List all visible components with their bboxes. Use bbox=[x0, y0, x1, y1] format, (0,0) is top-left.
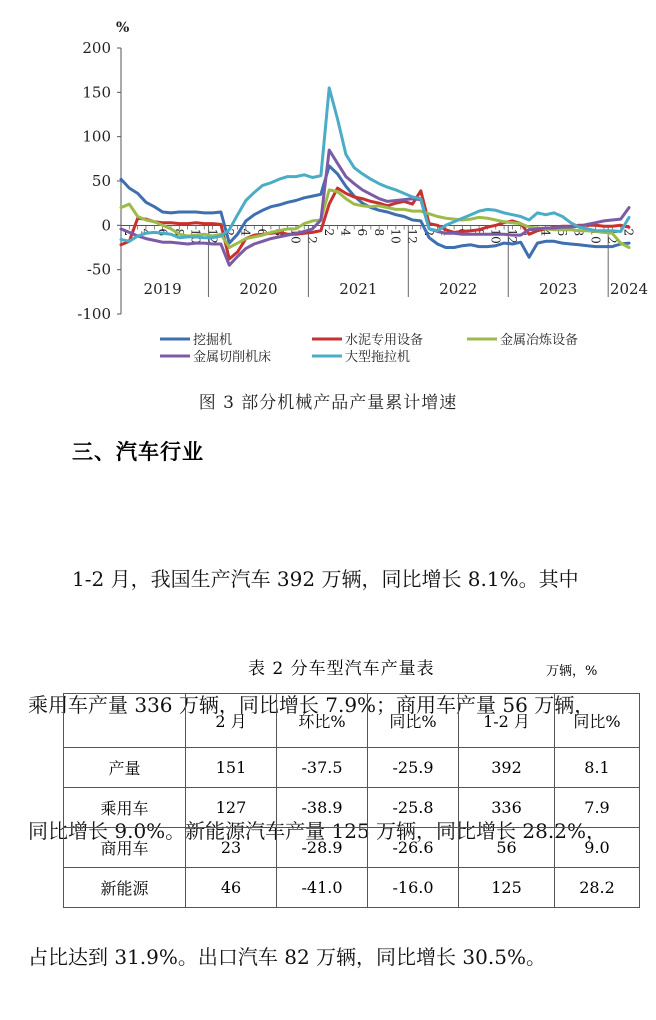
figure-caption: 图 3 部分机械产品产量累计增速 bbox=[198, 393, 458, 413]
x-tick-label: 8 bbox=[371, 228, 386, 237]
y-tick-label: -100 bbox=[77, 305, 111, 323]
table-cell: 9.0 bbox=[555, 828, 640, 868]
x-tick-label: 6 bbox=[155, 228, 170, 237]
paragraph-line: 乘用车产量 336 万辆，同比增长 7.9%；商用车产量 56 万辆， bbox=[28, 693, 595, 717]
x-tick-label: 10 bbox=[488, 228, 503, 244]
x-tick-label: 10 bbox=[388, 228, 403, 244]
year-label: 2020 bbox=[239, 280, 278, 298]
table-cell: -25.8 bbox=[368, 788, 459, 828]
table-header-row bbox=[64, 694, 640, 748]
table-cell: 336 bbox=[459, 788, 555, 828]
table-cell: 23 bbox=[186, 828, 277, 868]
table-row bbox=[64, 788, 640, 828]
table-header-cell: 同比% bbox=[368, 694, 459, 748]
table-row bbox=[64, 748, 640, 788]
x-tick-label: 2 bbox=[122, 228, 136, 237]
x-tick-label: 8 bbox=[471, 228, 486, 237]
table-cell: 产量 bbox=[64, 748, 186, 788]
paragraph-line: 同比增长 9.0%。新能源汽车产量 125 万辆，同比增长 28.2%， bbox=[28, 819, 606, 843]
year-label: 2024 bbox=[609, 280, 649, 298]
x-tick-label: 4 bbox=[538, 228, 553, 237]
x-tick-label: 12 bbox=[605, 228, 620, 244]
x-tick-label: 12 bbox=[305, 228, 320, 244]
table-cell: -41.0 bbox=[277, 868, 368, 908]
table-cell: -16.0 bbox=[368, 868, 459, 908]
x-tick-label: 2 bbox=[221, 228, 236, 237]
year-label: 2023 bbox=[539, 280, 578, 298]
legend-label: 金属冶炼设备 bbox=[500, 333, 579, 348]
table-header-cell: 同比% bbox=[555, 694, 640, 748]
x-tick-label: 12 bbox=[505, 228, 520, 244]
table-row bbox=[64, 828, 640, 868]
x-tick-label: 6 bbox=[255, 228, 270, 237]
table-unit: 万辆，% bbox=[546, 664, 598, 679]
y-tick-label: -50 bbox=[86, 260, 111, 279]
x-tick-label: 4 bbox=[238, 228, 253, 237]
x-tick-label: 10 bbox=[188, 228, 203, 244]
table-cell: -38.9 bbox=[277, 788, 368, 828]
table-cell: 8.1 bbox=[555, 748, 640, 788]
table-cell: 28.2 bbox=[555, 868, 640, 908]
production-table bbox=[63, 693, 640, 908]
legend-label: 挖掘机 bbox=[193, 333, 233, 348]
y-tick-label: 50 bbox=[91, 172, 111, 190]
legend-label: 大型拖拉机 bbox=[345, 350, 411, 365]
table-cell: -25.9 bbox=[368, 748, 459, 788]
y-tick-label: 150 bbox=[82, 83, 111, 102]
x-tick-label: 2 bbox=[321, 228, 336, 237]
x-tick-label: 4 bbox=[438, 228, 453, 237]
table-header-cell: 1-2 月 bbox=[459, 694, 555, 748]
table-cell: 乘用车 bbox=[64, 788, 186, 828]
table-cell: 新能源 bbox=[64, 868, 186, 908]
series-line bbox=[121, 88, 629, 241]
x-tick-label: 4 bbox=[138, 228, 153, 237]
x-tick-label: 10 bbox=[288, 228, 303, 244]
legend-label: 水泥专用设备 bbox=[345, 333, 424, 348]
table-row bbox=[64, 868, 640, 908]
table-cell: -28.9 bbox=[277, 828, 368, 868]
table-cell: -37.5 bbox=[277, 748, 368, 788]
x-tick-label: 6 bbox=[355, 228, 370, 237]
table-cell: 46 bbox=[186, 868, 277, 908]
table-header-cell bbox=[64, 694, 186, 748]
x-tick-label: 6 bbox=[555, 228, 570, 237]
table-cell: 125 bbox=[459, 868, 555, 908]
table-cell: 392 bbox=[459, 748, 555, 788]
table-cell: 7.9 bbox=[555, 788, 640, 828]
y-tick-label: 200 bbox=[82, 39, 111, 57]
x-tick-label: 2 bbox=[521, 228, 536, 237]
y-tick-label: 100 bbox=[82, 127, 111, 146]
x-tick-label: 12 bbox=[205, 228, 220, 244]
x-tick-label: 12 bbox=[405, 228, 420, 244]
x-tick-label: 10 bbox=[588, 228, 603, 244]
table-cell: 56 bbox=[459, 828, 555, 868]
table-header-cell: 2 月 bbox=[186, 694, 277, 748]
year-label: 2021 bbox=[339, 280, 378, 298]
year-label: 2022 bbox=[439, 280, 478, 298]
section-title: 三、汽车行业 bbox=[72, 440, 204, 464]
table-header-cell: 环比% bbox=[277, 694, 368, 748]
y-tick-label: 0 bbox=[101, 216, 111, 235]
table-cell: 151 bbox=[186, 748, 277, 788]
line-chart bbox=[0, 0, 656, 380]
paragraph-line: 1-2 月，我国生产汽车 392 万辆，同比增长 8.1%。其中 bbox=[72, 567, 579, 591]
table-cell: 127 bbox=[186, 788, 277, 828]
x-tick-label: 8 bbox=[571, 228, 586, 237]
x-tick-label: 2 bbox=[421, 228, 436, 237]
year-label: 2019 bbox=[143, 280, 182, 298]
x-tick-label: 8 bbox=[271, 228, 286, 237]
series-line bbox=[121, 188, 629, 259]
table-cell: -26.6 bbox=[368, 828, 459, 868]
legend-label: 金属切削机床 bbox=[193, 350, 272, 365]
table-title: 表 2 分车型汽车产量表 bbox=[248, 659, 435, 679]
x-tick-label: 8 bbox=[171, 228, 186, 237]
table-cell: 商用车 bbox=[64, 828, 186, 868]
x-tick-label: 2 bbox=[621, 228, 636, 237]
y-axis-unit: % bbox=[116, 20, 130, 36]
paragraph-line: 占比达到 31.9%。出口汽车 82 万辆，同比增长 30.5%。 bbox=[28, 945, 546, 969]
x-tick-label: 6 bbox=[455, 228, 470, 237]
x-tick-label: 4 bbox=[338, 228, 353, 237]
